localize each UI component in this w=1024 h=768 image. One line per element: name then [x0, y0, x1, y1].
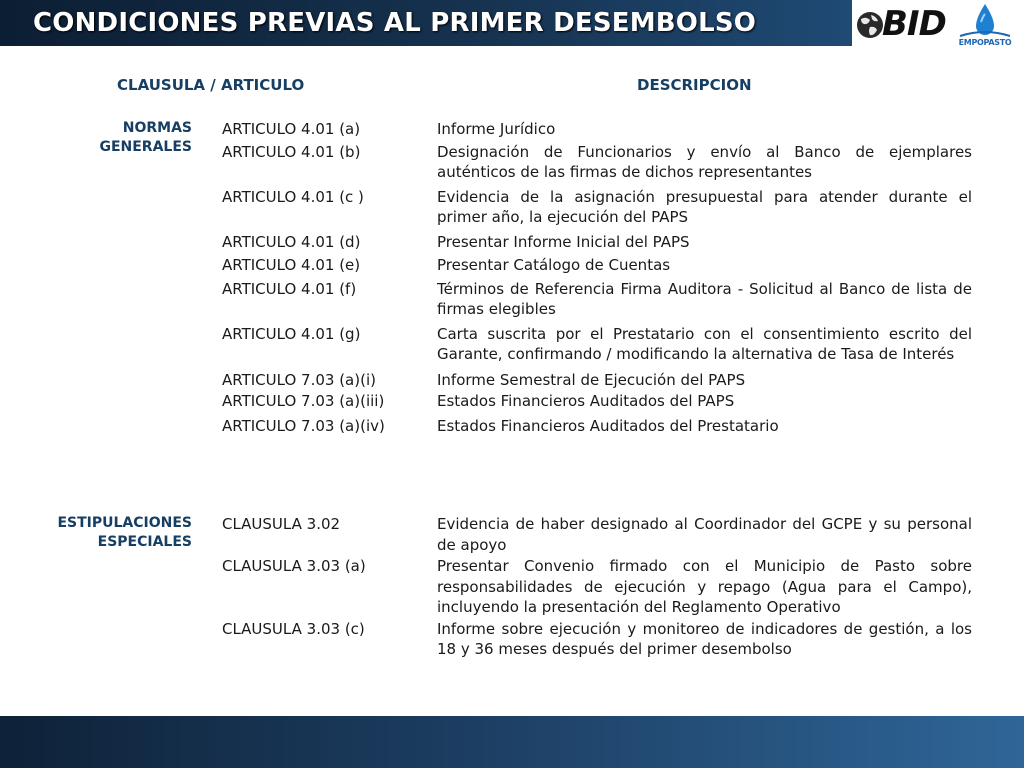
column-header-clause: CLAUSULA / ARTICULO	[117, 76, 305, 94]
globe-icon	[856, 10, 884, 40]
row-description: Estados Financieros Auditados del PAPS	[437, 392, 735, 410]
table-row	[222, 255, 972, 276]
table-row	[222, 187, 972, 228]
row-code: CLAUSULA 3.02	[222, 515, 341, 533]
table-row	[222, 391, 972, 412]
table-row	[222, 416, 972, 437]
table-row	[222, 619, 972, 660]
water-drop-icon	[950, 2, 1020, 40]
row-description: Presentar Convenio firmado con el Municipio de Pasto sobre responsabilidades de ejecución y repago (Agua para el Campo), incluyendo la presentación del Reglamento Operativo	[437, 557, 972, 616]
section-label-estipulaciones-especiales	[10, 514, 192, 552]
row-description: Presentar Catálogo de Cuentas	[437, 256, 671, 274]
row-code: ARTICULO 4.01 (e)	[222, 256, 361, 274]
empopasto-logo-text: EMPOPASTO	[958, 38, 1012, 47]
row-description: Informe Jurídico	[437, 120, 556, 138]
footer-bar	[0, 716, 1024, 768]
row-code: CLAUSULA 3.03 (c)	[222, 619, 365, 638]
section-label-line: NORMAS	[122, 120, 192, 136]
row-code: ARTICULO 7.03 (a)(i)	[222, 370, 376, 389]
row-code: ARTICULO 4.01 (g)	[222, 324, 361, 343]
table-row	[222, 324, 972, 365]
row-code: ARTICULO 4.01 (d)	[222, 232, 361, 251]
table-row	[222, 279, 972, 320]
section-rows-normas-generales	[222, 119, 972, 436]
row-description: Presentar Informe Inicial del PAPS	[437, 232, 690, 251]
table-row	[222, 370, 972, 391]
row-description: Términos de Referencia Firma Auditora - Solicitud al Banco de lista de firmas elegibles	[437, 279, 972, 318]
page-title: CONDICIONES PREVIAS AL PRIMER DESEMBOLSO	[33, 8, 757, 38]
section-label-line: ESPECIALES	[97, 534, 192, 550]
row-description: Evidencia de la asignación presupuestal para atender durante el primer año, la ejecución del PAPS	[437, 187, 972, 226]
row-description: Evidencia de haber designado al Coordinador del GCPE y su personal de apoyo	[437, 515, 972, 554]
row-code: ARTICULO 7.03 (a)(iii)	[222, 392, 385, 410]
row-description: Informe Semestral de Ejecución del PAPS	[437, 370, 746, 389]
row-code: ARTICULO 7.03 (a)(iv)	[222, 416, 385, 435]
row-code: ARTICULO 4.01 (b)	[222, 142, 361, 161]
bid-logo-text: BID	[882, 4, 946, 44]
row-description: Carta suscrita por el Prestatario con el consentimiento escrito del Garante, confirmando / modificando la alternativa de Tasa de Interés	[437, 324, 972, 363]
row-code: CLAUSULA 3.03 (a)	[222, 557, 366, 575]
table-row	[222, 119, 972, 140]
title-bar	[0, 0, 852, 46]
row-code: ARTICULO 4.01 (c )	[222, 187, 364, 206]
section-rows-estipulaciones-especiales	[222, 514, 972, 660]
section-label-line: ESTIPULACIONES	[57, 515, 192, 531]
table-row	[222, 232, 972, 253]
column-header-description: DESCRIPCION	[637, 76, 752, 94]
table-row	[222, 514, 972, 555]
row-code: ARTICULO 4.01 (f)	[222, 279, 357, 298]
row-description: Designación de Funcionarios y envío al Banco de ejemplares auténticos de las firmas de dichos representantes	[437, 142, 972, 181]
bid-logo	[856, 4, 946, 46]
empopasto-logo	[950, 2, 1020, 50]
table-row	[222, 142, 972, 183]
section-label-normas-generales	[10, 119, 192, 157]
row-description: Estados Financieros Auditados del Prestatario	[437, 416, 779, 435]
row-description: Informe sobre ejecución y monitoreo de indicadores de gestión, a los 18 y 36 meses después del primer desembolso	[437, 619, 972, 658]
row-code: ARTICULO 4.01 (a)	[222, 120, 361, 138]
table-row	[222, 556, 972, 618]
section-label-line: GENERALES	[99, 139, 192, 155]
